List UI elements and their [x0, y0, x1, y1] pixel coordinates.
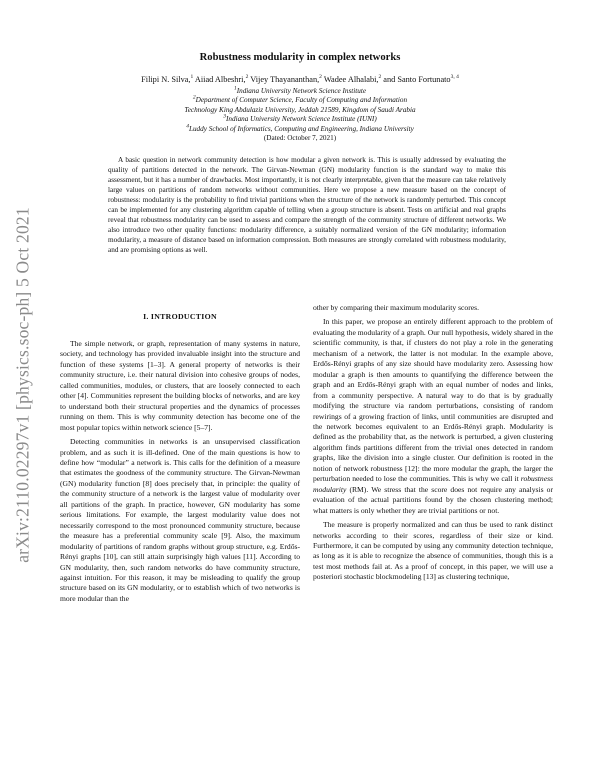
emphasized-term: robustness modularity — [313, 474, 553, 494]
paragraph: The measure is properly normalized and can thus be used to rank distinct networks according to their scores, regardless of their size or kind. Furthermore, it can be computed by using any community detection technique, as long as it is able to recognize the absence of communities, though this is a test most methods fail at. As a proof of concept, in this paper, we will use a posteriori stochastic blockmodeling [13] as clustering technique, — [313, 520, 553, 582]
author-affil-marker: 2 — [319, 74, 322, 81]
affiliation-line — [0, 115, 600, 124]
author-list — [0, 75, 600, 84]
author-affil-marker: 2 — [378, 74, 382, 81]
affiliation-line — [0, 106, 600, 115]
author-name: Vijey Thayananthan, — [248, 75, 320, 84]
affiliation-line — [0, 125, 600, 134]
affiliation-marker: 3 — [223, 113, 227, 120]
abstract: A basic question in network community detection is how modular a given network is. This is usually addressed by evaluating the quality of partitions detected in the network. The Girvan-Newman (GN) modularity function is the standard way to make this assessment, but it has a number of drawbacks. Most importantly, it is not clearly interpretable, given that the measure can take relatively large values on partitions of random networks without communities. Here we propose a new measure based on the concept of robustness: modularity is the probability to find trivial partitions when the structure of the network is randomly perturbed. This concept can be implemented for any clustering algorithm capable of telling when a group structure is absent. Tests on artificial and real graphs reveal that robustness modularity can be used to assess and compare the strength of the community structure of different networks. We also introduce two other quality functions: modularity difference, a suitably normalized version of the GN modularity; information modularity, a measure of distance based on information compression. Both measures are strongly correlated with robustness modularity, and are promising options as well. — [108, 156, 506, 254]
paragraph: The simple network, or graph, representation of many systems in nature, society, and technology has provided invaluable insight into the structure and function of these systems [1–3]. A general property of networks is their community structure, i.e. their natural division into cohesive groups of nodes, called communities, modules, or clusters, that are loosely connected to each other [4]. Communities represent the building blocks of networks, and are key to understand both their structural properties and the dynamics of processes running on them. This is why community detection has become one of the most popular topics within network science [5–7]. — [60, 339, 300, 432]
affiliation-text: Department of Computer Science, Faculty of Computing and Information — [195, 96, 408, 105]
arxiv-side-label — [8, 170, 38, 600]
affiliation-line — [0, 87, 600, 96]
author-affil-marker: 2 — [245, 74, 249, 81]
affiliation-marker: 4 — [186, 123, 189, 130]
affiliation-marker: 1 — [233, 85, 237, 92]
author-name: and Santo Fortunato — [381, 75, 451, 84]
paper-title: Robustness modularity in complex networks — [199, 52, 401, 63]
affiliation-text: Indiana University Network Science Institute — [236, 87, 367, 95]
right-column — [313, 303, 553, 583]
affiliation-text: Technology King Abdulaziz University, Jeddah 21589, Kingdom of Saudi Arabia — [184, 105, 416, 114]
paragraph-text: In this paper, we propose an entirely different approach to the problem of evaluating the modularity of a graph. Our null hypothesis, widely shared in the scientific community, is that, if clusters do not play a role in the generating mechanism of a network, the latter is not modular. In the example above, Erdős-Rényi graphs of any size should have modularity zero. Assessing how modular a graph is then amounts to quantifying the difference between the graph and an Erdős-Rényi graph with an equal number of nodes and links, from a community perspective. A natural way to do that is by gradually modifying the structure via random perturbations, consisting of random rewirings of a growing fraction of links, until communities are disrupted and the network becomes equivalent to an Erdős-Rényi graph. Modularity is defined as the probability that, as the network is perturbed, a given clustering algorithm finds partitions different from the trivial ones detected in random graphs, like the division into a single cluster. Our definition is rooted in the notion of network robustness [12]: the more modular the graph, the larger the perturbation needed to lose the communities. This is why we call it — [313, 317, 553, 484]
paragraph: other by comparing their maximum modularity scores. — [313, 303, 479, 312]
author-affil-marker: 1 — [190, 74, 194, 81]
date-line: (Dated: October 7, 2021) — [263, 134, 337, 143]
affiliation-text: Luddy School of Informatics, Computing and Engineering, Indiana University — [188, 124, 414, 133]
left-column — [60, 339, 300, 604]
author-name: Wadee Alhalabi, — [321, 75, 379, 84]
author-name: Aiiad Albeshri, — [193, 75, 246, 84]
arxiv-identifier: arXiv:2110.02297v1 [physics.soc-ph] 5 Oct 2021 — [12, 207, 33, 563]
affiliations — [0, 87, 600, 143]
author-affil-marker: 3, 4 — [450, 74, 459, 81]
paragraph: Detecting communities in networks is an unsupervised classification problem, and as such it is ill-defined. One of the main questions is how to define how “modular” a network is. This calls for the definition of a measure that estimates the goodness of the community structure. The Girvan-Newman (GN) modularity function [8] does precisely that, in principle: the quality of the community structure of a network is the largest value of modularity over all partitions of the graph. In practice, however, GN modularity has some serious limitations. For example, the largest modularity value does not necessarily correspond to the most pronounced community structure, because the measure has a preferential community scale [9]. Also, the maximum modularity of partitions of random graphs without group structure, e.g. Erdős-Rényi graphs [10], can still attain surprisingly high values [11]. According to GN modularity, then, such random networks do have community structure, against intuition. For this reason, it may be misleading to qualify the group structure based on its GN modularity, or to establish which of two networks is more modular than the — [60, 437, 300, 603]
paragraph — [313, 317, 553, 516]
affiliation-line — [0, 96, 600, 105]
author-name: Filipi N. Silva, — [141, 75, 191, 84]
paragraph-text: (RM). We stress that the score does not require any analysis or evaluation of the actual partitions found by the chosen clustering method; what matters is only whether they are trivial partitions or not. — [313, 484, 553, 515]
affiliation-text: Indiana University Network Science Institute (IUNI) — [226, 115, 377, 124]
section-heading: I. INTRODUCTION — [143, 312, 217, 321]
affiliation-marker: 2 — [192, 95, 196, 102]
